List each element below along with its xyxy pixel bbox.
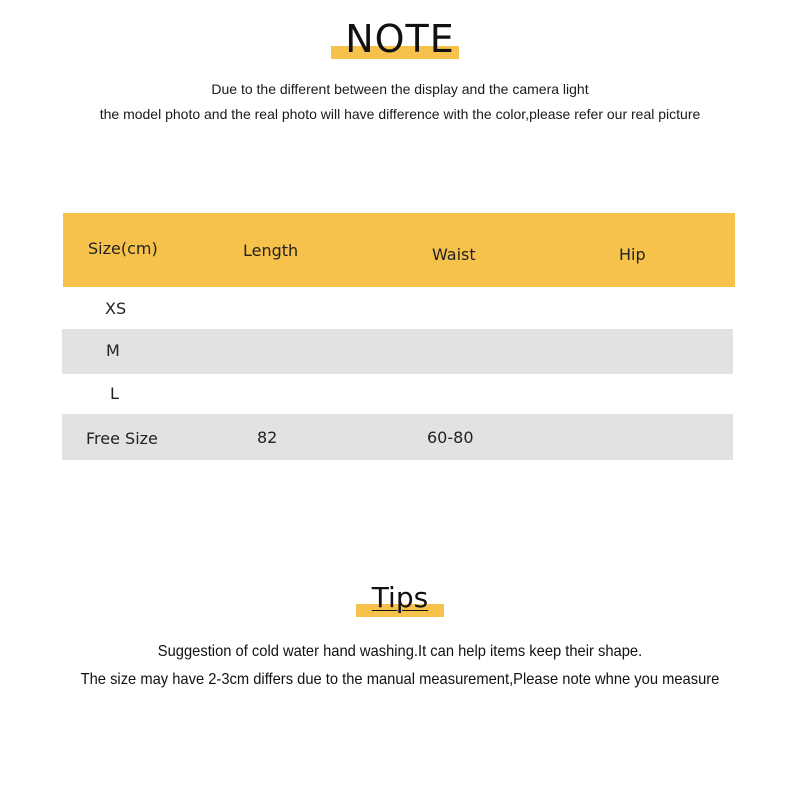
table-row — [62, 329, 733, 374]
table-row — [62, 374, 733, 414]
tips-line-2: The size may have 2-3cm differs due to the manual measurement,Please note whne you measure — [80, 671, 720, 688]
table-row — [62, 287, 733, 329]
length-cell: 82 — [257, 428, 278, 447]
header-hip: Hip — [619, 245, 646, 264]
header-length: Length — [243, 241, 299, 260]
size-cell: M — [106, 341, 120, 360]
tips-title: Tips — [371, 581, 429, 614]
tips-heading — [371, 581, 429, 614]
size-table-header — [63, 213, 735, 287]
table-row — [62, 414, 733, 460]
note-title: NOTE — [345, 17, 455, 61]
tips-line-1: Suggestion of cold water hand washing.It can help items keep their shape. — [157, 643, 643, 660]
note-section — [0, 17, 800, 61]
size-cell: XS — [105, 299, 127, 318]
waist-cell: 60-80 — [427, 428, 474, 447]
tips-section — [0, 581, 800, 614]
note-line-1: Due to the different between the display and the camera light — [211, 81, 589, 97]
note-line-2: the model photo and the real photo will have difference with the color,please refer our real picture — [99, 106, 701, 122]
header-waist: Waist — [432, 245, 476, 264]
header-size: Size(cm) — [88, 239, 158, 258]
size-cell: Free Size — [86, 429, 158, 448]
size-cell: L — [110, 384, 119, 403]
note-heading — [345, 17, 455, 61]
